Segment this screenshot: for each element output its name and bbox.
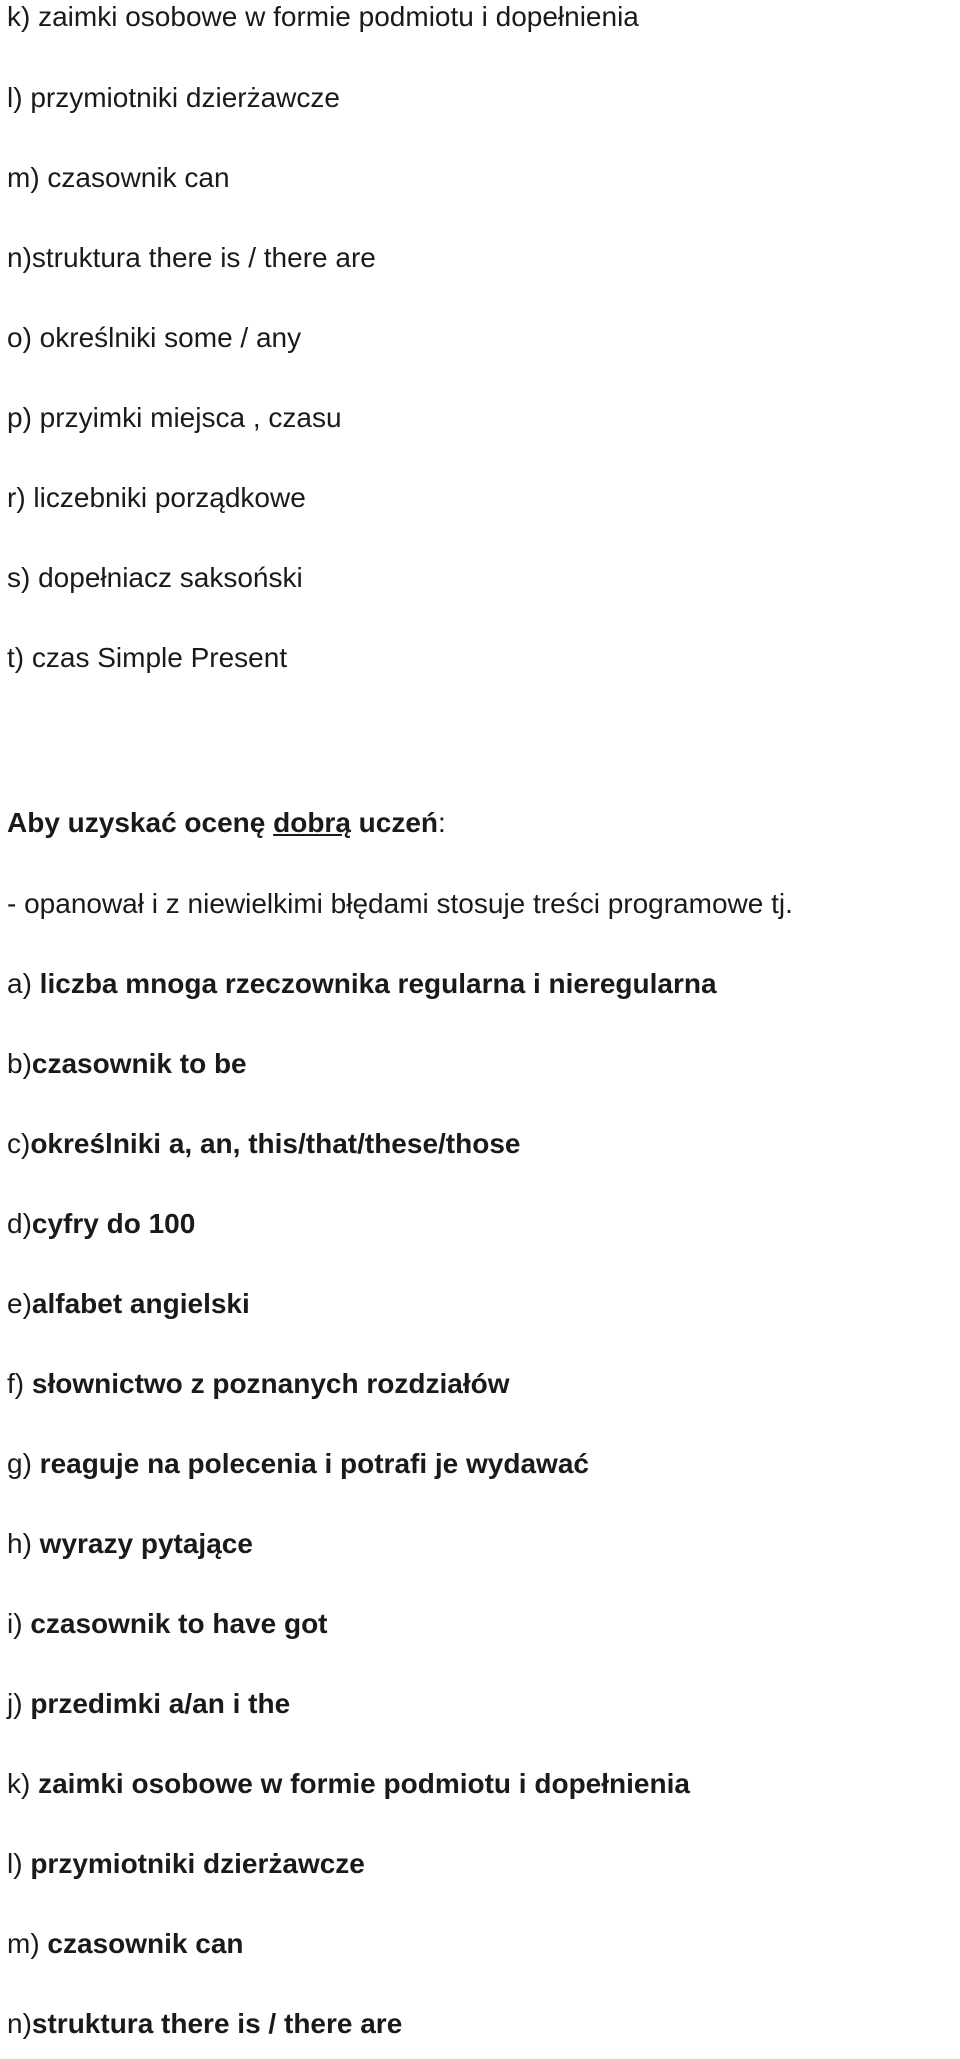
item-text: zaimki osobowe w formie podmiotu i dopełnienia — [30, 1768, 690, 1799]
heading-text: Aby uzyskać ocenę — [7, 807, 274, 838]
item-prefix: d) — [7, 1208, 32, 1239]
item-prefix: g) — [7, 1448, 32, 1479]
item-prefix: c) — [7, 1128, 31, 1159]
item-prefix: a) — [7, 968, 32, 999]
grade-heading — [7, 806, 446, 840]
list-item — [7, 561, 303, 595]
list-item — [7, 2007, 402, 2041]
item-prefix: k) — [7, 1768, 31, 1799]
list-item — [7, 0, 639, 34]
item-text: wyrazy pytające — [31, 1528, 253, 1559]
grade-name: dobrą — [273, 807, 351, 838]
list-item — [7, 1687, 290, 1721]
item-text: określniki a, an, this/that/these/those — [30, 1128, 521, 1159]
item-prefix: m) — [7, 162, 40, 193]
item-prefix: l) — [7, 82, 23, 113]
list-item — [7, 1527, 253, 1561]
item-text: zaimki osobowe w formie podmiotu i dopełnienia — [30, 1, 639, 32]
item-prefix: r) — [7, 482, 26, 513]
item-text: określniki some / any — [31, 322, 302, 353]
list-item — [7, 1047, 247, 1081]
heading-colon: : — [438, 807, 446, 838]
item-prefix: s) — [7, 562, 31, 593]
list-item — [7, 1927, 244, 1961]
item-text: alfabet angielski — [31, 1288, 250, 1319]
list-item — [7, 481, 306, 515]
item-prefix: h) — [7, 1528, 32, 1559]
list-item — [7, 321, 301, 355]
item-text: liczebniki porządkowe — [25, 482, 306, 513]
list-item — [7, 641, 287, 675]
item-prefix: e) — [7, 1288, 32, 1319]
heading-text-end: uczeń — [350, 807, 439, 838]
item-text: przymiotniki dzierżawcze — [22, 82, 340, 113]
list-item — [7, 161, 230, 195]
list-item — [7, 241, 376, 275]
item-prefix: m) — [7, 1928, 40, 1959]
list-item — [7, 1767, 690, 1801]
list-item — [7, 967, 717, 1001]
item-text: czasownik to be — [31, 1048, 247, 1079]
list-item — [7, 1127, 520, 1161]
item-text: czasownik can — [39, 162, 230, 193]
item-prefix: l) — [7, 1848, 23, 1879]
item-text: przymiotniki dzierżawcze — [22, 1848, 365, 1879]
item-text: słownictwo z poznanych rozdziałów — [24, 1368, 510, 1399]
item-text: czasownik to have got — [22, 1608, 328, 1639]
grade-intro: - opanował i z niewielkimi błędami stosuje treści programowe tj. — [7, 888, 793, 919]
item-text: dopełniacz saksoński — [30, 562, 303, 593]
item-prefix: n) — [7, 242, 32, 273]
item-text: struktura there is / there are — [31, 2008, 403, 2039]
item-prefix: t) — [7, 642, 25, 673]
item-text: czasownik can — [39, 1928, 244, 1959]
item-prefix: b) — [7, 1048, 32, 1079]
list-item — [7, 1367, 509, 1401]
list-item — [7, 1447, 589, 1481]
item-text: liczba mnoga rzeczownika regularna i nieregularna — [31, 968, 717, 999]
item-text: przyimki miejsca , czasu — [31, 402, 342, 433]
item-text: czas Simple Present — [24, 642, 288, 673]
list-item — [7, 401, 342, 435]
item-text: cyfry do 100 — [31, 1208, 196, 1239]
item-prefix: f) — [7, 1368, 25, 1399]
list-item — [7, 1607, 328, 1641]
list-item — [7, 81, 340, 115]
list-item — [7, 1847, 365, 1881]
item-prefix: n) — [7, 2008, 32, 2039]
list-item — [7, 1207, 195, 1241]
item-text: przedimki a/an i the — [22, 1688, 291, 1719]
item-prefix: i) — [7, 1608, 23, 1639]
item-prefix: o) — [7, 322, 32, 353]
item-text: reaguje na polecenia i potrafi je wydawać — [31, 1448, 589, 1479]
list-item — [7, 1287, 250, 1321]
item-prefix: j) — [7, 1688, 23, 1719]
item-text: struktura there is / there are — [31, 242, 376, 273]
item-prefix: k) — [7, 1, 31, 32]
item-prefix: p) — [7, 402, 32, 433]
